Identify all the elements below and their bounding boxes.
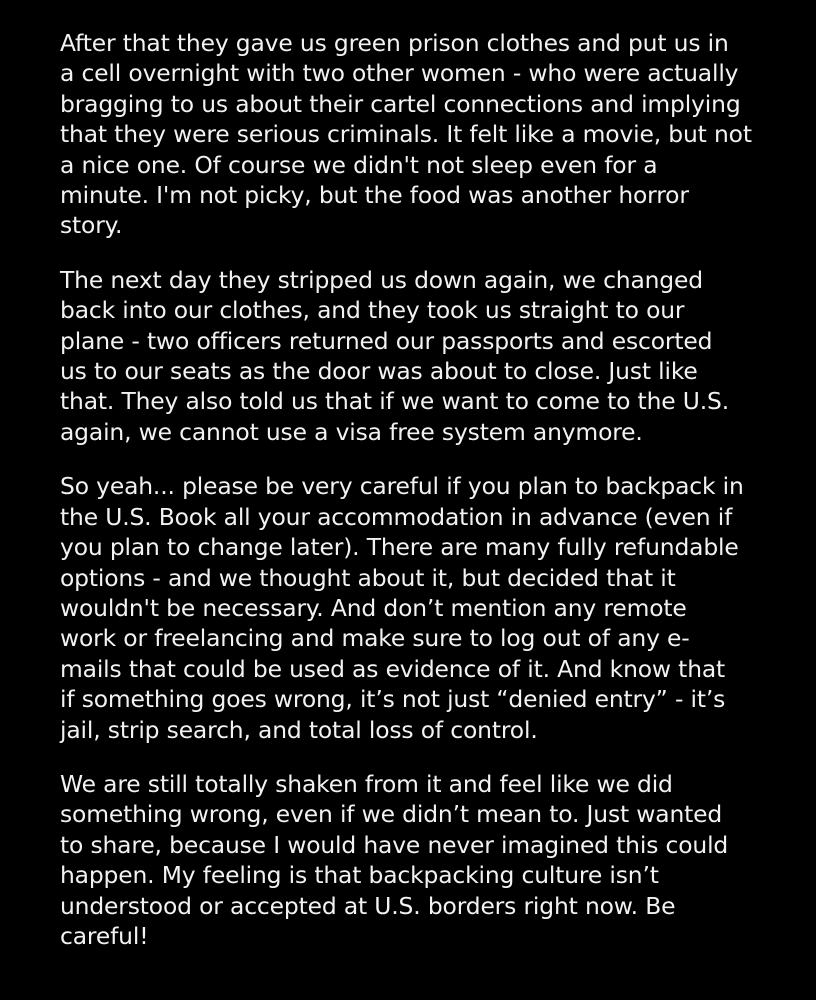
text-line: minute. I'm not picky, but the food was another horror (60, 181, 689, 210)
text-line: that they were serious criminals. It felt like a movie, but not (60, 120, 752, 149)
text-line: jail, strip search, and total loss of control. (60, 715, 538, 744)
text-line: a cell overnight with two other women - who were actually (60, 59, 739, 88)
text-line: the U.S. Book all your accommodation in advance (even if (60, 502, 733, 531)
text-line: something wrong, even if we didn’t mean to. Just wanted (60, 800, 723, 829)
text-line: options - and we thought about it, but decided that it (60, 563, 676, 592)
text-line: So yeah... please be very careful if you plan to backpack in (60, 472, 744, 501)
text-line: story. (60, 211, 123, 240)
paragraph-4 (60, 769, 770, 951)
text-line: careful! (60, 921, 149, 950)
text-line: We are still totally shaken from it and feel like we did (60, 769, 673, 798)
text-line: plane - two officers returned our passports and escorted (60, 326, 713, 355)
text-line: bragging to us about their cartel connections and implying (60, 89, 741, 118)
text-line: understood or accepted at U.S. borders right now. Be (60, 891, 676, 920)
text-line: wouldn't be necessary. And don’t mention any remote (60, 593, 687, 622)
paragraph-2 (60, 265, 770, 447)
text-line: to share, because I would have never imagined this could (60, 830, 729, 859)
post-body (60, 28, 770, 975)
text-line: mails that could be used as evidence of it. And know that (60, 654, 726, 683)
paragraph-1 (60, 28, 770, 241)
text-line: The next day they stripped us down again, we changed (60, 265, 703, 294)
text-line: work or freelancing and make sure to log out of any e- (60, 624, 690, 653)
text-line: a nice one. Of course we didn't not sleep even for a (60, 150, 658, 179)
text-line: After that they gave us green prison clothes and put us in (60, 29, 729, 57)
text-line: if something goes wrong, it’s not just “denied entry” - it’s (60, 685, 726, 714)
text-line: happen. My feeling is that backpacking culture isn’t (60, 861, 659, 890)
text-line: you plan to change later). There are many fully refundable (60, 533, 739, 562)
text-line: again, we cannot use a visa free system anymore. (60, 417, 643, 446)
text-line: us to our seats as the door was about to close. Just like (60, 357, 698, 386)
text-line: that. They also told us that if we want to come to the U.S. (60, 387, 730, 416)
text-line: back into our clothes, and they took us straight to our (60, 296, 685, 325)
paragraph-3 (60, 471, 770, 745)
